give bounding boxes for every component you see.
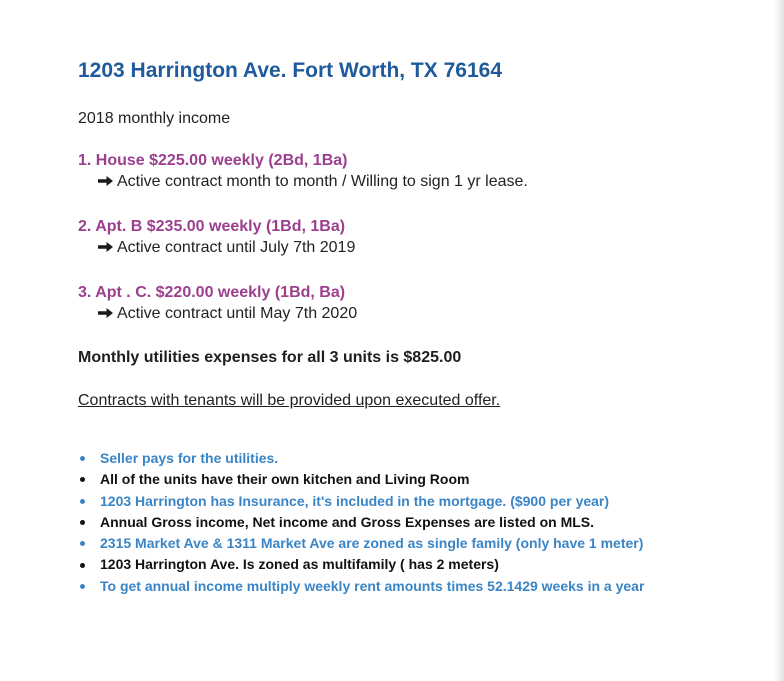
bullet-item [78,469,768,490]
bullet-dot-icon [80,520,85,525]
bullet-text: To get annual income multiply weekly rent amounts times 52.1429 weeks in a year [100,577,645,594]
right-arrow-icon [98,176,113,186]
bullet-item [78,512,768,533]
unit-note-text: Active contract month to month / Willing to sign 1 yr lease. [117,173,528,190]
unit-apt-c [78,283,768,325]
bullet-text: 1203 Harrington has Insurance, it's included in the mortgage. ($900 per year) [100,492,610,509]
bullet-item [78,533,768,554]
bullet-text: Annual Gross income, Net income and Gross Expenses are listed on MLS. [100,513,595,530]
bullet-dot-icon [80,477,85,482]
contracts-notice: Contracts with tenants will be provided upon executed offer. [78,392,501,409]
bullet-text: Seller pays for the utilities. [100,450,279,466]
bullet-dot-icon [80,584,85,589]
right-arrow-icon [98,242,113,252]
notes-bullet-list [78,448,768,597]
unit-heading: 2. Apt. B $235.00 weekly (1Bd, 1Ba) [78,218,346,235]
right-arrow-icon [98,308,113,318]
income-subtitle: 2018 monthly income [78,110,231,127]
unit-note-text: Active contract until July 7th 2019 [117,239,356,256]
bullet-item [78,554,768,575]
bullet-item [78,576,768,597]
unit-note [98,237,768,259]
unit-apt-b [78,217,768,259]
bullet-dot-icon [80,456,85,461]
property-address-title: 1203 Harrington Ave. Fort Worth, TX 76164 [78,59,502,82]
unit-note [98,303,768,325]
unit-heading: 1. House $225.00 weekly (2Bd, 1Ba) [78,152,348,169]
unit-note-text: Active contract until May 7th 2020 [117,305,358,322]
utilities-expense-line: Monthly utilities expenses for all 3 units is $825.00 [78,349,462,366]
unit-heading: 3. Apt . C. $220.00 weekly (1Bd, Ba) [78,284,346,301]
page-edge-shadow [774,0,784,681]
unit-house [78,151,768,193]
bullet-item [78,491,768,512]
bullet-text: 1203 Harrington Ave. Is zoned as multifamily ( has 2 meters) [100,556,499,573]
bullet-dot-icon [80,499,85,504]
bullet-dot-icon [80,541,85,546]
bullet-text: 2315 Market Ave & 1311 Market Ave are zoned as single family (only have 1 meter) [100,535,644,552]
bullet-text: All of the units have their own kitchen and Living Room [100,471,470,488]
bullet-item [78,448,768,469]
document-page [78,57,768,597]
unit-note [98,171,768,193]
bullet-dot-icon [80,563,85,568]
